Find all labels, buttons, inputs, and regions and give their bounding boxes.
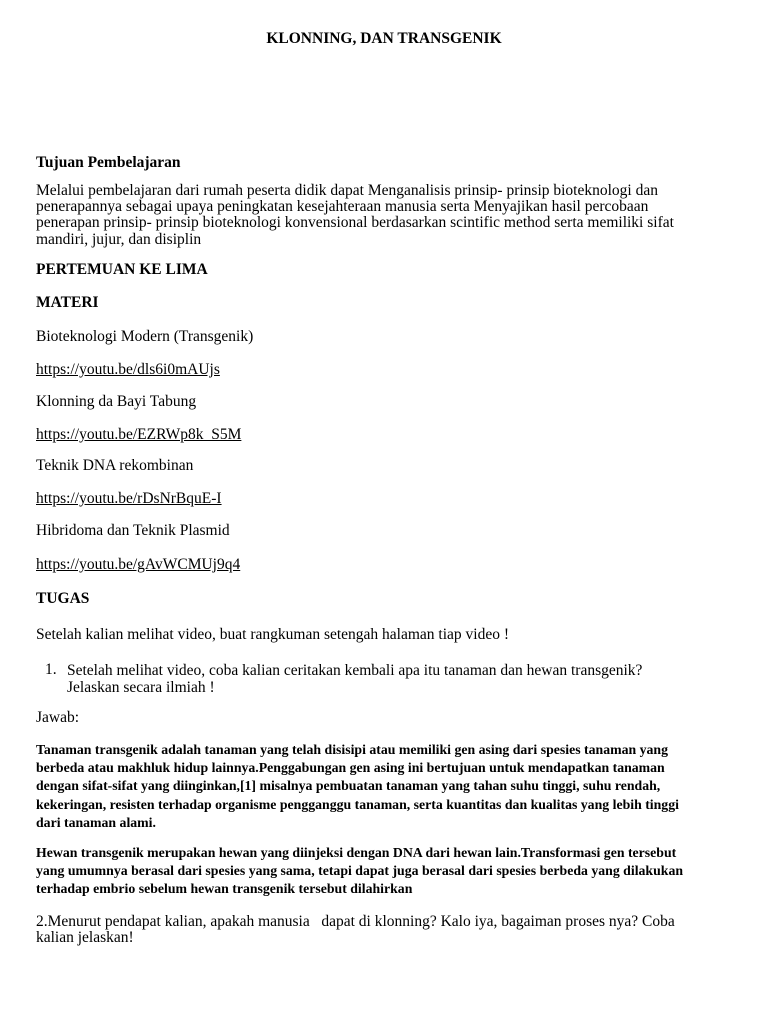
jawab-label: Jawab: (36, 709, 80, 726)
answer-line: dengan sifat-sifat yang diinginkan,[1] misalnya pembuatan tanaman yang tahan suhu tinggi, suhu rendah, (36, 778, 661, 794)
materi-video-link[interactable]: https://youtu.be/dls6i0mAUjs (36, 361, 220, 378)
question-line: kalian jelaskan! (36, 929, 134, 947)
answer-tanaman-paragraph (36, 741, 679, 832)
tugas-heading: TUGAS (36, 590, 90, 607)
materi-heading: MATERI (36, 294, 99, 311)
tujuan-line: penerapannya sebagai upaya peningkatan kesejahteraan manusia serta Menyajikan hasil percobaan (36, 198, 649, 216)
tugas-intro: Setelah kalian melihat video, buat rangkuman setengah halaman tiap video ! (36, 626, 510, 643)
question-line: 2.Menurut pendapat kalian, apakah manusia dapat di klonning? Kalo iya, bagaiman proses nya? Coba (36, 913, 675, 930)
question-2 (36, 914, 675, 946)
materi-video-link[interactable]: https://youtu.be/rDsNrBquE-I (36, 490, 222, 507)
question-line: Setelah melihat video, coba kalian ceritakan kembali apa itu tanaman dan hewan transgenik? (67, 662, 643, 679)
materi-item-label: Hibridoma dan Teknik Plasmid (36, 522, 230, 539)
tujuan-line: penerapan prinsip- prinsip bioteknologi konvensional berdasarkan scintific method serta memiliki sifat (36, 214, 674, 232)
question-line: Jelaskan secara ilmiah ! (67, 679, 215, 696)
pertemuan-heading: PERTEMUAN KE LIMA (36, 261, 208, 278)
materi-item-label: Teknik DNA rekombinan (36, 457, 194, 474)
answer-line: terhadap embrio sebelum hewan transgenik tersebut dilahirkan (36, 881, 413, 897)
answer-line: yang umumnya berasal dari spesies yang sama, tetapi dapat juga berasal dari spesies berbeda yang dilakukan (36, 863, 684, 879)
answer-hewan-paragraph (36, 844, 683, 899)
question-1 (67, 662, 642, 696)
answer-line: Hewan transgenik merupakan hewan yang diinjeksi dengan DNA dari hewan lain.Transformasi gen tersebut (36, 845, 677, 860)
materi-item-label: Bioteknologi Modern (Transgenik) (36, 328, 254, 345)
question-number: 1. (45, 661, 57, 678)
materi-video-link[interactable]: https://youtu.be/gAvWCMUj9q4 (36, 556, 241, 573)
answer-line: berbeda atau makhluk hidup lainnya.Penggabungan gen asing ini bertujuan untuk mendapatkan tanaman (36, 760, 665, 776)
tujuan-paragraph (36, 183, 674, 248)
materi-item-label: Klonning da Bayi Tabung (36, 393, 197, 410)
tujuan-line: mandiri, jujur, dan disiplin (36, 230, 202, 248)
tujuan-heading: Tujuan Pembelajaran (36, 154, 181, 171)
tujuan-line: Melalui pembelajaran dari rumah peserta didik dapat Menganalisis prinsip- prinsip bioteknologi dan (36, 182, 658, 199)
answer-line: Tanaman transgenik adalah tanaman yang telah disisipi atau memiliki gen asing dari spesies tanaman yang (36, 742, 668, 757)
answer-line: dari tanaman alami. (36, 814, 156, 830)
materi-video-link[interactable]: https://youtu.be/EZRWp8k_S5M (36, 426, 242, 443)
document-title: KLONNING, DAN TRANSGENIK (266, 30, 502, 47)
answer-line: kekeringan, resisten terhadap organisme pengganggu tanaman, serta kuantitas dan kualitas yang lebih tinggi (36, 796, 679, 812)
